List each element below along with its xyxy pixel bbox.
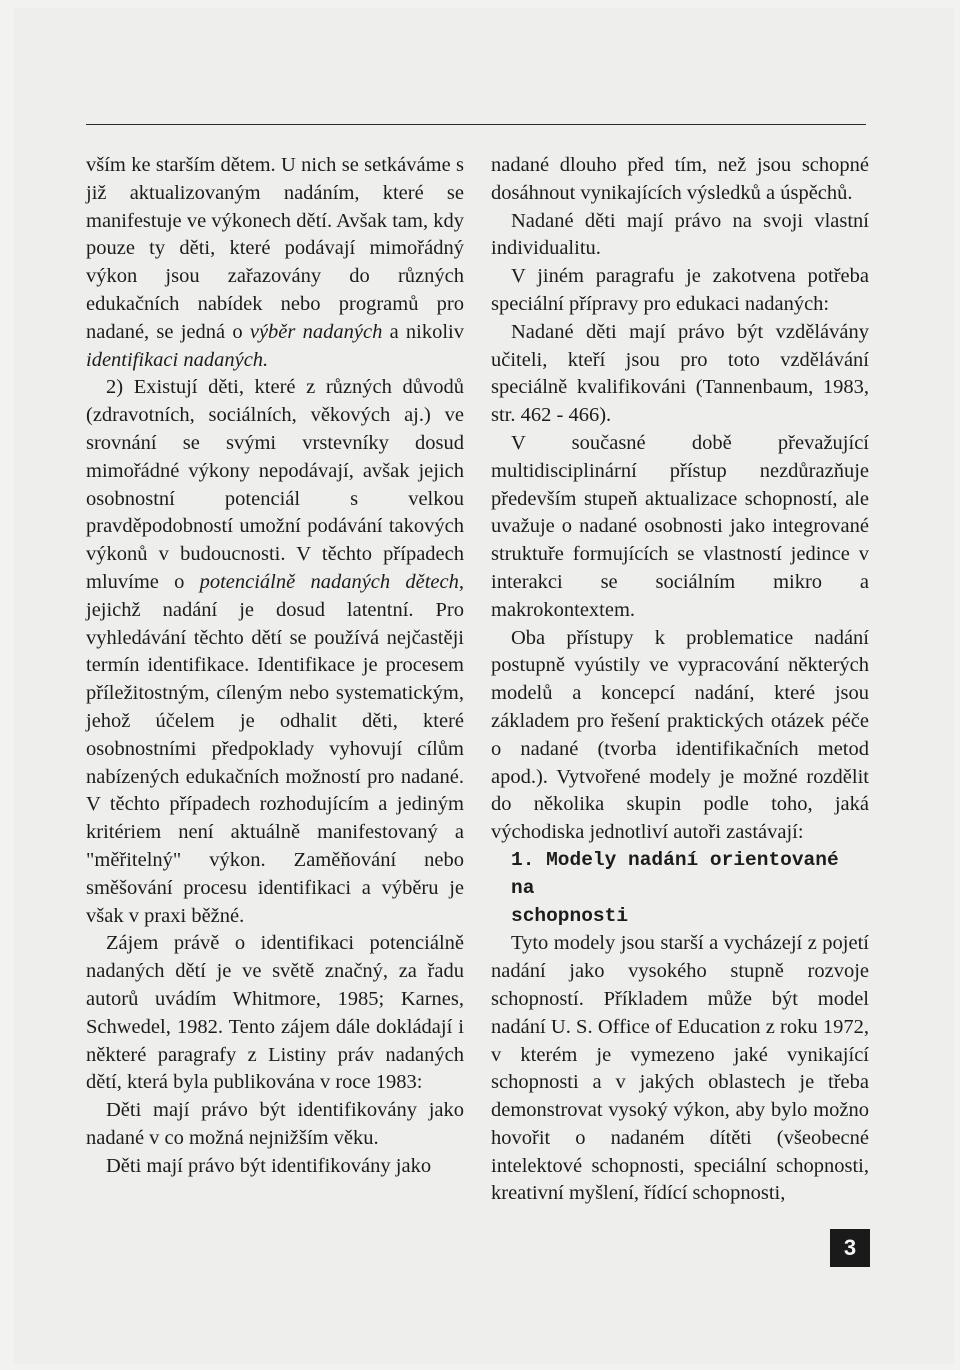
section-heading bbox=[491, 847, 869, 930]
paragraph bbox=[86, 152, 464, 374]
paragraph: Tyto modely jsou starší a vycházejí z pojetí nadání jako vysokého stupně rozvoje schopností. Příkladem může být model nadání U. S. Office of Education z roku 1972, v kterém je vymezeno jaké vynikající schopnosti a v jakých oblastech je třeba demonstrovat vysoký výkon, aby bylo možno hovořit o nadaném dítěti (všeobecné intelektové schopnosti, speciální schopnosti, kreativní myšlení, řídící schopnosti, bbox=[491, 932, 869, 1205]
paragraph: Nadané děti mají právo na svoji vlastní individualitu. bbox=[491, 209, 869, 260]
paragraph: Děti mají právo být identifikovány jako bbox=[106, 1154, 432, 1177]
text-run: 2) Existují děti, které z různých důvodů (zdravotních, sociálních, věkových aj.) ve srovnání se svými vrstevníky dosud mimořádné výkony nepodávají, avšak jejich osobnostní potenciál s velkou pravděpodobností umožní podávání takových výkonů v budoucnosti. V těchto případech mluvíme o bbox=[86, 376, 464, 593]
paragraph: Zájem právě o identifikaci potenciálně nadaných dětí je ve světě značný, za řadu autorů uvádím Whitmore, 1985; Karnes, Schwedel, 1982. Tento zájem dále dokládají i některé paragrafy z Listiny práv nadaných dětí, která byla publikována v roce 1983: bbox=[86, 932, 464, 1094]
text-run: a nikoliv bbox=[382, 320, 464, 343]
emphasis: identifikaci nadaných. bbox=[86, 348, 269, 371]
header-rule bbox=[86, 124, 866, 125]
paragraph bbox=[86, 374, 464, 930]
emphasis: výběr nadaných bbox=[249, 320, 383, 343]
left-column bbox=[86, 152, 464, 1180]
heading-line: 1. Modely nadání orientované na bbox=[511, 848, 839, 899]
paragraph: Nadané děti mají právo být vzdělávány učiteli, kteří jsou pro toto vzdělávání speciálně kvalifikováni (Tannenbaum, 1983, str. 462 - 466). bbox=[491, 320, 869, 427]
paragraph: Oba přístupy k problematice nadání postupně vyústily ve vypracování některých modelů a koncepcí nadání, které jsou základem pro řešení praktických otázek péče o nadané (tvorba identifikačních metod apod.). Vytvořené modely je možné rozdělit do několika skupin podle toho, jaká východiska jednotliví autoři zastávají: bbox=[491, 626, 869, 844]
page-number: 3 bbox=[830, 1229, 870, 1267]
right-column bbox=[491, 152, 869, 1208]
paragraph: V jiném paragrafu je zakotvena potřeba speciální přípravy pro edukaci nadaných: bbox=[491, 265, 869, 315]
emphasis: potenciálně nadaných dětech, bbox=[199, 570, 464, 593]
text-run: vším ke starším dětem. U nich se setkáváme s již aktualizovaným nadáním, které se manifestuje ve výkonech dětí. Avšak tam, kdy pouze ty děti, které podávají mimořádný výkon jsou zařazovány do různých edukačních nabídek nebo programů pro nadané, se jedná o bbox=[86, 154, 464, 343]
paragraph: nadané dlouho před tím, než jsou schopné dosáhnout vynikajících výsledků a úspěchů. bbox=[491, 154, 869, 204]
text-run: jejichž nadání je dosud latentní. Pro vyhledávání těchto dětí se používá nejčastěji termín identifikace. Identifikace je procesem příležitostným, cíleným nebo systematickým, jehož účelem je odhalit děti, které osobnostními předpoklady vyhovují cílům nabízených edukačních možností pro nadané. V těchto případech rozhodujícím a jediným kritériem není aktuálně manifestovaný a "měřitelný" výkon. Zaměňování nebo směšování procesu identifikaci a výběru je však v praxi běžné. bbox=[86, 598, 464, 927]
paragraph: Děti mají právo být identifikovány jako nadané v co možná nejnižším věku. bbox=[86, 1099, 464, 1149]
paragraph: V současné době převažující multidisciplinární přístup nezdůrazňuje především stupeň aktualizace schopností, ale uvažuje o nadané osobnosti jako integrované struktuře formujících se vlastností jedince v interakci se sociálním mikro a makrokontextem. bbox=[491, 431, 869, 621]
heading-line: schopnosti bbox=[511, 904, 629, 927]
